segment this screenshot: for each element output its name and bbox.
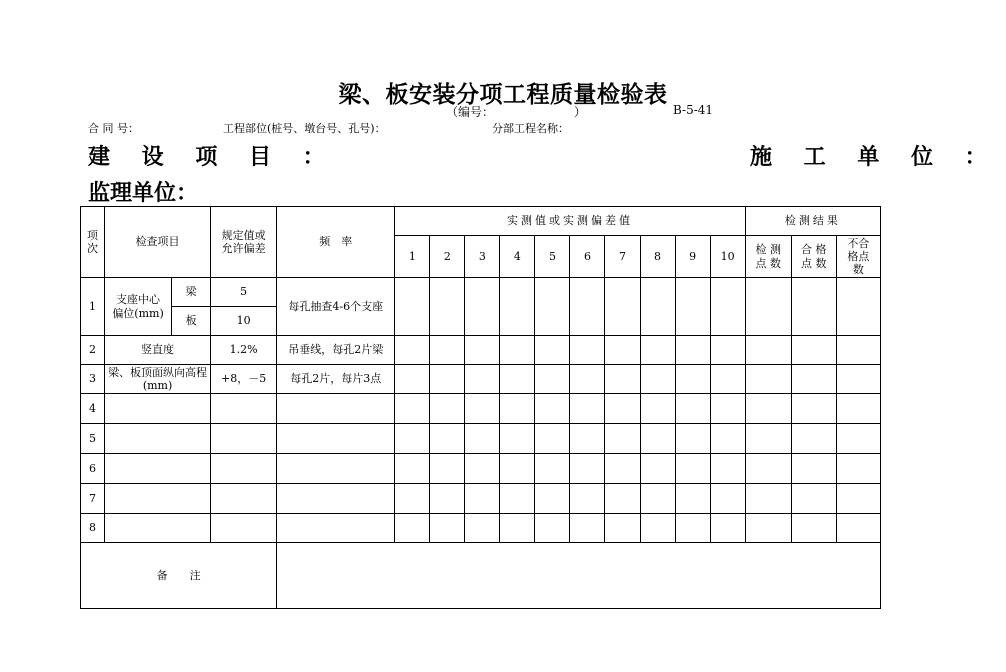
measure-cell[interactable] [535,365,570,394]
header-col-6: 6 [570,236,605,278]
result-cell[interactable] [791,454,836,484]
header-col-10: 10 [710,236,745,278]
measure-cell[interactable] [640,514,675,543]
measure-cell[interactable] [500,394,535,424]
header-frequency: 频 率 [277,207,395,278]
header-unqualified-points: 不合 格点 数 [836,236,880,278]
row-frequency[interactable] [277,484,395,514]
header-check-item: 检查项目 [105,207,211,278]
measure-cell[interactable] [640,394,675,424]
measure-cell[interactable] [430,484,465,514]
measure-cell[interactable] [675,454,710,484]
measure-cell[interactable] [605,336,640,365]
result-cell[interactable] [745,336,791,365]
result-cell[interactable] [836,514,880,543]
measure-cell[interactable] [465,454,500,484]
form-title: 梁、板安装分项工程质量检验表 [338,81,668,108]
measure-cell[interactable] [395,514,430,543]
measure-cell[interactable] [640,454,675,484]
row-item: 支座中心 偏位(mm) [105,278,172,336]
row-item[interactable] [105,394,211,424]
measure-cell[interactable] [710,278,745,336]
row-value[interactable] [211,484,277,514]
result-cell[interactable] [745,365,791,394]
measure-cell[interactable] [640,365,675,394]
form-number [446,103,586,120]
header-results: 检测结果 [745,207,880,236]
remarks-field[interactable] [277,543,881,609]
measure-cell[interactable] [395,278,430,336]
result-cell[interactable] [745,454,791,484]
measure-cell[interactable] [675,278,710,336]
measure-cell[interactable] [640,336,675,365]
measure-cell[interactable] [675,424,710,454]
measure-cell[interactable] [675,484,710,514]
header-measured: 实测值或实测偏差值 [395,207,745,236]
row-no: 6 [81,454,105,484]
result-cell[interactable] [791,394,836,424]
row-item[interactable] [105,484,211,514]
result-cell[interactable] [745,278,791,336]
row-frequency: 吊垂线，每孔2片梁 [277,336,395,365]
row-no: 4 [81,394,105,424]
result-cell[interactable] [836,365,880,394]
result-cell[interactable] [791,336,836,365]
measure-cell[interactable] [430,336,465,365]
measure-cell[interactable] [710,454,745,484]
measure-cell[interactable] [675,394,710,424]
header-qualified-points: 合 格 点 数 [791,236,836,278]
row-value[interactable] [211,514,277,543]
measure-cell[interactable] [500,514,535,543]
result-cell[interactable] [836,336,880,365]
measure-cell[interactable] [395,365,430,394]
row-item[interactable] [105,454,211,484]
row-sub-name: 板 [172,307,211,336]
measure-cell[interactable] [605,365,640,394]
row-value: 5 [211,278,277,307]
header-col-2: 2 [430,236,465,278]
measure-cell[interactable] [710,365,745,394]
subproject-label: 分部工程名称： [492,122,569,135]
measure-cell[interactable] [710,484,745,514]
result-cell[interactable] [745,514,791,543]
measure-cell[interactable] [710,394,745,424]
measure-cell[interactable] [465,336,500,365]
row-value: +8，－5 [211,365,277,394]
table-row [81,514,881,543]
measure-cell[interactable] [500,454,535,484]
header-col-5: 5 [535,236,570,278]
measure-cell[interactable] [640,278,675,336]
measure-cell[interactable] [465,365,500,394]
measure-cell[interactable] [500,424,535,454]
measure-cell[interactable] [570,278,605,336]
measure-cell[interactable] [395,336,430,365]
form-number-close: ） [574,105,587,119]
measure-cell[interactable] [430,278,465,336]
header-item-no: 项次 [81,207,105,278]
measure-cell[interactable] [430,365,465,394]
measure-cell[interactable] [710,424,745,454]
measure-cell[interactable] [640,424,675,454]
measure-cell[interactable] [710,514,745,543]
measure-cell[interactable] [465,484,500,514]
measure-cell[interactable] [535,454,570,484]
measure-cell[interactable] [500,336,535,365]
row-item: 梁、板顶面纵向高程(mm) [105,365,211,394]
location-label: 工程部位(桩号、墩台号、孔号)： [223,122,386,135]
row-no: 5 [81,424,105,454]
result-cell[interactable] [791,278,836,336]
table-row [81,424,881,454]
measure-cell[interactable] [675,365,710,394]
measure-cell[interactable] [675,514,710,543]
result-cell[interactable] [836,278,880,336]
table-row [81,394,881,424]
header-col-4: 4 [500,236,535,278]
measure-cell[interactable] [430,454,465,484]
measure-cell[interactable] [675,336,710,365]
table-row [81,278,881,307]
header-col-8: 8 [640,236,675,278]
supervision-label: 监理单位： [88,180,199,206]
row-frequency[interactable] [277,514,395,543]
measure-cell[interactable] [430,514,465,543]
result-cell[interactable] [791,424,836,454]
table-row [81,336,881,365]
measure-cell[interactable] [535,514,570,543]
measure-cell[interactable] [570,484,605,514]
result-cell[interactable] [745,484,791,514]
measure-cell[interactable] [605,514,640,543]
measure-cell[interactable] [710,336,745,365]
row-no: 8 [81,514,105,543]
measure-cell[interactable] [395,484,430,514]
result-cell[interactable] [836,454,880,484]
remarks-label: 备 注 [81,543,277,609]
measure-cell[interactable] [465,394,500,424]
measure-cell[interactable] [500,365,535,394]
measure-cell[interactable] [465,514,500,543]
measure-cell[interactable] [570,424,605,454]
row-value: 1.2% [211,336,277,365]
table-row [81,484,881,514]
row-no: 3 [81,365,105,394]
measure-cell[interactable] [605,454,640,484]
row-item[interactable] [105,424,211,454]
row-frequency: 每孔2片，每片3点 [277,365,395,394]
row-no: 1 [81,278,105,336]
row-value[interactable] [211,394,277,424]
measure-cell[interactable] [395,424,430,454]
result-cell[interactable] [836,424,880,454]
measure-cell[interactable] [570,454,605,484]
result-cell[interactable] [745,424,791,454]
row-item: 竖直度 [105,336,211,365]
row-frequency[interactable] [277,454,395,484]
measure-cell[interactable] [535,394,570,424]
measure-cell[interactable] [570,394,605,424]
measure-cell[interactable] [570,514,605,543]
form-code: B-5-41 [673,103,714,117]
form-number-label: （编号： [446,105,489,119]
measure-cell[interactable] [430,424,465,454]
measure-cell[interactable] [465,424,500,454]
row-no: 7 [81,484,105,514]
row-value: 10 [211,307,277,336]
measure-cell[interactable] [605,424,640,454]
measure-cell[interactable] [605,484,640,514]
result-cell[interactable] [791,484,836,514]
construction-unit-label: 施 工 单 位 ： [750,144,999,170]
header-col-1: 1 [395,236,430,278]
row-sub-name: 梁 [172,278,211,307]
result-cell[interactable] [745,394,791,424]
measure-cell[interactable] [605,394,640,424]
table-row [81,454,881,484]
project-label: 建 设 项 目 ： [88,144,337,170]
measure-cell[interactable] [395,394,430,424]
measure-cell[interactable] [535,278,570,336]
header-col-9: 9 [675,236,710,278]
header-check-points: 检 测 点 数 [745,236,791,278]
contract-label: 合 同 号： [88,122,139,135]
header-col-7: 7 [605,236,640,278]
inspection-table [80,206,881,609]
measure-cell[interactable] [535,424,570,454]
remarks-row [81,543,881,609]
row-frequency: 每孔抽查4-6个支座 [277,278,395,336]
measure-cell[interactable] [500,278,535,336]
row-value[interactable] [211,424,277,454]
measure-cell[interactable] [500,484,535,514]
row-item[interactable] [105,514,211,543]
measure-cell[interactable] [570,336,605,365]
result-cell[interactable] [791,365,836,394]
row-frequency[interactable] [277,424,395,454]
table-row [81,365,881,394]
header-col-3: 3 [465,236,500,278]
result-cell[interactable] [836,484,880,514]
measure-cell[interactable] [465,278,500,336]
measure-cell[interactable] [535,484,570,514]
measure-cell[interactable] [640,484,675,514]
measure-cell[interactable] [570,365,605,394]
result-cell[interactable] [791,514,836,543]
header-row-1 [81,207,881,236]
row-frequency[interactable] [277,394,395,424]
header-allowance: 规定值或允许偏差 [211,207,277,278]
measure-cell[interactable] [395,454,430,484]
result-cell[interactable] [836,394,880,424]
measure-cell[interactable] [430,394,465,424]
measure-cell[interactable] [605,278,640,336]
row-value[interactable] [211,454,277,484]
measure-cell[interactable] [535,336,570,365]
row-no: 2 [81,336,105,365]
